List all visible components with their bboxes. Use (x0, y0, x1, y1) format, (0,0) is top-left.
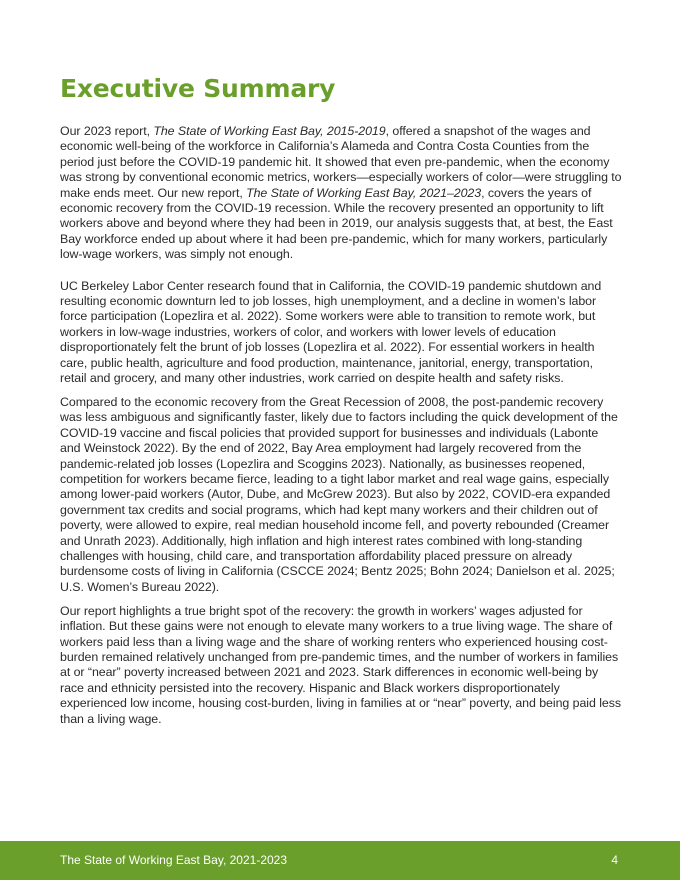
body-text (60, 124, 622, 727)
paragraph-highlights: Our report highlights a true bright spot of the recovery: the growth in workers’ wages adjusted for inflation. But these gains were not enough to elevate many workers to a true living wage. The share of workers paid less than a living wage and the share of working renters who experienced housing cost-burden remained relatively unchanged from pre-pandemic times, and the number of workers in families at or “near” poverty increased between 2021 and 2023. Stark differences in economic well-being by race and ethnicity persisted into the recovery. Hispanic and Black workers disproportionately experienced low income, housing cost-burden, living in families at or “near” poverty, and being paid less than a living wage. (60, 603, 621, 726)
paragraph-recovery: Compared to the economic recovery from the Great Recession of 2008, the post-pandemic recovery was less ambiguous and significantly faster, likely due to factors including the quick development of the COVID-19 vaccine and fiscal policies that provided support for businesses and individuals (Labonte and Weinstock 2022). By the end of 2022, Bay Area employment had largely recovered from the pandemic-related job losses (Lopezlira and Scoggins 2023). Nationally, as businesses reopened, competition for workers became fierce, leading to a tight labor market and real wage gains, especially among lower-paid workers (Autor, Dube, and McGrew 2023). But also by 2022, COVID-era expanded government tax credits and social programs, which had kept many workers and their children out of poverty, were allowed to expire, real median household income fell, and poverty rebounded (Creamer and Unrath 2023). Additionally, high inflation and high interest rates combined with long-standing challenges with housing, child care, and transportation affordability placed pressure on already burdensome costs of living in California (CSCCE 2024; Bentz 2025; Bohn 2024; Danielson et al. 2025; U.S. Women’s Bureau 2022). (60, 395, 618, 594)
paragraph-intro (60, 124, 622, 263)
report-title-2023: The State of Working East Bay, 2015-2019 (153, 124, 386, 138)
paragraph-intro-text-2: , offered a snapshot of the wages and economic well-being of the workforce in California’s Alameda and Contra Costa Counties from the period just before the COVID-19 pandemic hit. It showed that even pre-pandemic, when the economy was strong by conventional economic metrics, workers—especially workers of color—were struggling to make ends meet. Our new report, (60, 124, 622, 200)
report-title-new: The State of Working East Bay, 2021–2023 (246, 185, 482, 200)
page-title: Executive Summary (60, 74, 336, 103)
footer-title: The State of Working East Bay, 2021-2023 (60, 853, 288, 867)
paragraph-intro-text-1: Our 2023 report, (60, 124, 154, 138)
paragraph-research: UC Berkeley Labor Center research found that in California, the COVID-19 pandemic shutdown and resulting economic downturn led to job losses, high unemployment, and a decline in women’s labor force participation (Lopezlira et al. 2022). Some workers were able to transition to remote work, but workers in low-wage industries, workers of color, and workers with lower levels of education disproportionately felt the brunt of job losses (Lopezlira et al. 2022). For essential workers in health care, public health, agriculture and food production, maintenance, janitorial, energy, transportation, retail and grocery, and many other industries, work carried on despite health and safety risks. (60, 278, 602, 386)
footer-bar (0, 841, 680, 880)
page-number: 4 (611, 853, 618, 867)
paragraph-intro-text-3: , covers the years of economic recovery from the COVID-19 recession. While the recovery presented an opportunity to lift workers above and beyond where they had been in 2019, our analysis suggests that, at best, the East Bay workforce ended up about where it had been pre-pandemic, which for many workers, particularly low-wage workers, was simply not enough. (60, 185, 613, 262)
